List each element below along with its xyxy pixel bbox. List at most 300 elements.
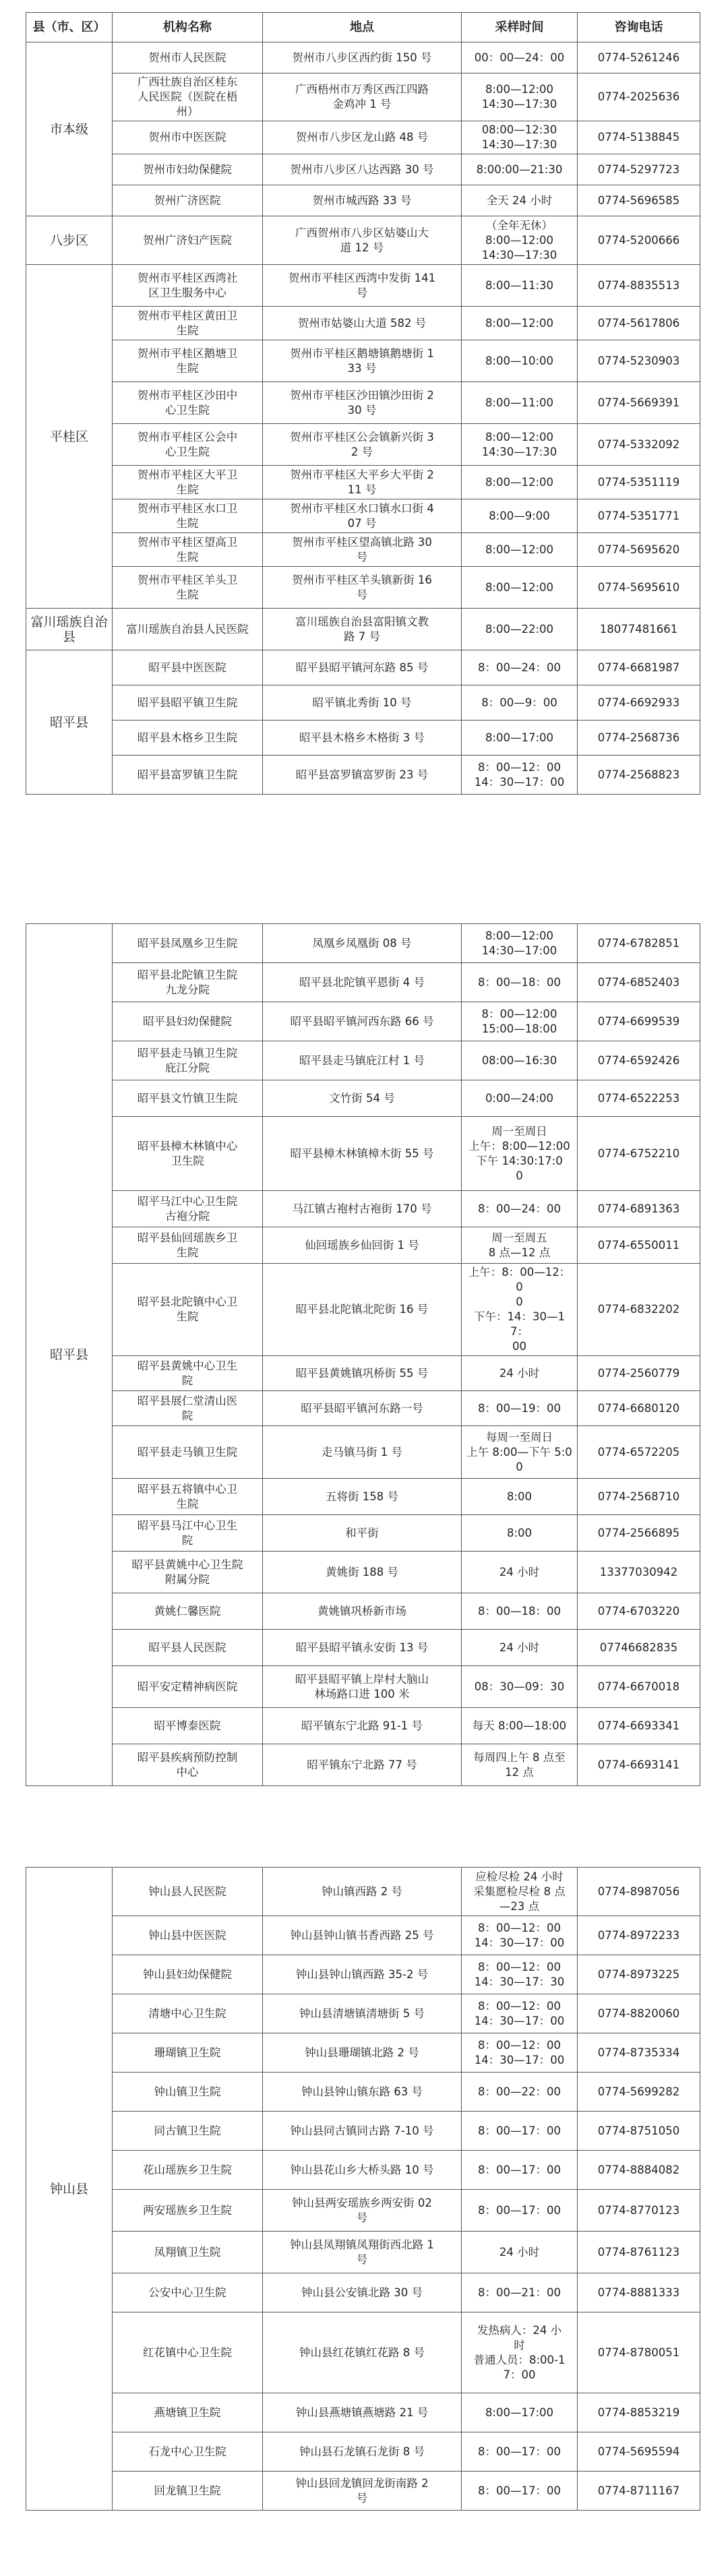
sampling-time-cell	[462, 1479, 578, 1515]
table-row	[26, 609, 700, 650]
address-cell	[263, 307, 462, 340]
sampling-time-cell-line: 发热病人：24 小	[477, 2323, 562, 2337]
phone-cell: 0774-5695594	[578, 2432, 700, 2472]
sampling-time-cell	[462, 1744, 578, 1786]
address-cell-line: 仙回瑶族乡仙回街 1 号	[305, 1238, 419, 1252]
org-name-cell-line: 同古镇卫生院	[154, 2124, 221, 2137]
table-row	[26, 307, 700, 340]
org-name-cell-line: 贺州市中医医院	[148, 131, 226, 144]
org-name-cell-line: 昭平县昭平镇卫生院	[137, 696, 238, 709]
phone-cell: 0774-8835513	[578, 265, 700, 307]
phone-cell: 0774-6852403	[578, 963, 700, 1002]
sampling-table-part-3	[26, 1867, 700, 2511]
address-cell-line: 昭平县黄姚镇巩桥街 55 号	[295, 1366, 429, 1380]
org-name-cell-line: 公安中心卫生院	[148, 2286, 226, 2299]
address-cell	[263, 1227, 462, 1264]
address-cell-line: 文竹街 54 号	[329, 1091, 395, 1105]
org-name-cell-line: 昭平县樟木林镇中心	[137, 1139, 238, 1153]
address-cell-line: 钟山镇西路 2 号	[322, 1884, 402, 1898]
address-cell	[263, 1002, 462, 1041]
phone-cell: 0774-8711167	[578, 2472, 700, 2511]
address-cell-line: 昭平县北陀镇北陀街 16 号	[295, 1303, 429, 1316]
table-row	[26, 650, 700, 685]
sampling-time-cell-line: 8：00—9：00	[481, 696, 557, 709]
org-name-cell	[113, 2312, 263, 2393]
table-row	[26, 1080, 700, 1117]
address-cell	[263, 340, 462, 382]
address-cell-line: 号	[356, 2211, 368, 2224]
sampling-time-cell-line: 14:30—17:30	[481, 138, 557, 151]
address-cell	[263, 2151, 462, 2190]
table-row	[26, 2112, 700, 2151]
org-name-cell-line: 昭平县走马镇卫生院	[137, 1046, 238, 1060]
address-cell-line: 30 号	[347, 403, 377, 417]
sampling-time-cell	[462, 1552, 578, 1593]
phone-cell: 0774-6681987	[578, 650, 700, 685]
org-name-cell	[113, 1916, 263, 1955]
address-cell-line: 11 号	[347, 483, 377, 496]
phone-cell: 0774-8761123	[578, 2232, 700, 2273]
phone-cell: 0774-5695610	[578, 567, 700, 609]
address-cell	[263, 2273, 462, 2312]
address-cell-line: 广西梧州市万秀区西江四路	[295, 83, 429, 96]
org-name-cell	[113, 1356, 263, 1391]
org-name-cell	[113, 340, 263, 382]
org-name-cell-line: 生院	[176, 483, 199, 496]
address-cell-line: 昭平县北陀镇平恩街 4 号	[299, 975, 425, 989]
org-name-cell-line: 富川瑶族自治县人民医院	[126, 622, 249, 636]
header-address: 地点	[263, 13, 462, 42]
sampling-time-cell-line: 8：00—21：00	[478, 2286, 561, 2299]
sampling-time-cell	[462, 1515, 578, 1552]
address-cell-line: 钟山县钟山镇书香西路 25 号	[290, 1928, 434, 1942]
sampling-time-cell-line: 14：30—17：00	[474, 775, 565, 789]
phone-cell: 0774-5332092	[578, 424, 700, 466]
address-cell	[263, 154, 462, 185]
address-cell	[263, 1552, 462, 1593]
sampling-time-cell	[462, 2273, 578, 2312]
phone-cell: 0774-6680120	[578, 1391, 700, 1426]
address-cell	[263, 1356, 462, 1391]
sampling-time-cell-line: 8:00—12:00	[485, 929, 554, 942]
county-cell: 昭平县	[26, 924, 113, 1786]
address-cell-line: 走马镇马街 1 号	[322, 1445, 402, 1459]
org-name-cell-line: 贺州市平桂区黄田卫	[137, 309, 238, 322]
sampling-time-cell-line: 8:00—12:00	[485, 83, 554, 96]
address-cell	[263, 720, 462, 756]
sampling-time-cell	[462, 756, 578, 795]
sampling-time-cell-line: 周一至周日	[491, 1124, 547, 1138]
sampling-time-cell-line: 上午 8:00—下午 5:0	[466, 1445, 572, 1459]
sampling-time-cell-line: 8：00—18：00	[478, 975, 561, 989]
sampling-time-cell	[462, 2393, 578, 2432]
org-name-cell-line: 心卫生院	[165, 403, 210, 417]
sampling-time-cell-line: 8:00—11:00	[485, 396, 554, 409]
org-name-cell	[113, 2273, 263, 2312]
phone-cell: 0774-5699282	[578, 2073, 700, 2112]
sampling-time-cell-line: 8：00—12：00	[478, 1921, 561, 1934]
org-name-cell	[113, 2232, 263, 2273]
org-name-cell-line: 清塘中心卫生院	[148, 2006, 226, 2020]
address-cell	[263, 1264, 462, 1356]
org-name-cell	[113, 1117, 263, 1191]
phone-cell: 0774-6693141	[578, 1744, 700, 1786]
address-cell	[263, 1868, 462, 1916]
table-section-1	[26, 12, 700, 795]
org-name-cell	[113, 2112, 263, 2151]
table-row	[26, 1868, 700, 1916]
address-cell-line: 钟山县花山乡大桥头路 10 号	[290, 2163, 434, 2176]
phone-cell: 0774-8973225	[578, 1955, 700, 1994]
org-name-cell-line: 昭平县富罗镇卫生院	[137, 768, 238, 781]
address-cell	[263, 185, 462, 216]
address-cell	[263, 265, 462, 307]
table-row	[26, 2432, 700, 2472]
address-cell-line: 贺州市平桂区公会镇新兴街 3	[290, 430, 434, 443]
sampling-time-cell	[462, 154, 578, 185]
address-cell	[263, 1191, 462, 1227]
address-cell	[263, 685, 462, 720]
phone-cell: 0774-6752210	[578, 1117, 700, 1191]
address-cell-line: 贺州市八步区西约街 150 号	[292, 51, 432, 64]
county-cell: 昭平县	[26, 650, 113, 795]
org-name-cell-line: 昭平县走马镇卫生院	[137, 1445, 238, 1459]
address-cell	[263, 42, 462, 73]
sampling-table-part-1	[26, 12, 700, 795]
org-name-cell	[113, 2472, 263, 2511]
org-name-cell-line: 昭平县展仁堂清山医	[137, 1394, 238, 1407]
phone-cell: 13377030942	[578, 1552, 700, 1593]
county-cell: 富川瑶族自治县	[26, 609, 113, 650]
table-row	[26, 1479, 700, 1515]
sampling-time-cell	[462, 1593, 578, 1630]
sampling-time-cell	[462, 42, 578, 73]
phone-cell: 0774-5297723	[578, 154, 700, 185]
org-name-cell-line: 贺州市平桂区羊头卫	[137, 573, 238, 586]
table-section-3	[26, 1867, 700, 2511]
sampling-time-cell	[462, 1191, 578, 1227]
sampling-time-cell-line: 8：00—17：00	[478, 2203, 561, 2217]
sampling-time-cell	[462, 1994, 578, 2033]
table-row	[26, 499, 700, 533]
org-name-cell	[113, 1391, 263, 1426]
address-cell-line: 钟山县回龙镇回龙街南路 2	[295, 2476, 429, 2490]
sampling-time-cell-line: 8:00:00—21:30	[476, 162, 563, 176]
sampling-time-cell	[462, 340, 578, 382]
address-cell	[263, 1630, 462, 1666]
phone-cell: 0774-5669391	[578, 382, 700, 424]
table-row	[26, 1515, 700, 1552]
org-name-cell	[113, 121, 263, 154]
org-name-cell-line: 生院	[176, 1310, 199, 1323]
org-name-cell	[113, 307, 263, 340]
table-row	[26, 533, 700, 567]
org-name-cell-line: 昭平县黄姚中心卫生	[137, 1359, 238, 1372]
phone-cell: 0774-2560779	[578, 1356, 700, 1391]
address-cell-line: 道 12 号	[340, 241, 384, 254]
address-cell-line: 贺州市平桂区望高镇北路 30	[292, 535, 432, 549]
table-row	[26, 216, 700, 265]
sampling-time-cell-line: 8：00—24：00	[478, 661, 561, 674]
sampling-time-cell	[462, 1227, 578, 1264]
sampling-time-cell	[462, 2232, 578, 2273]
address-cell-line: 昭平县走马镇庇江村 1 号	[299, 1053, 425, 1067]
sampling-time-cell	[462, 121, 578, 154]
address-cell	[263, 499, 462, 533]
address-cell-line: 贺州市平桂区水口镇水口街 4	[290, 501, 434, 515]
table-row	[26, 340, 700, 382]
sampling-time-cell-line: 每周四上午 8 点至	[473, 1750, 566, 1764]
sampling-time-cell-line: 08:00—16:30	[481, 1053, 557, 1067]
address-cell	[263, 1391, 462, 1426]
address-cell	[263, 2073, 462, 2112]
org-name-cell	[113, 499, 263, 533]
address-cell-line: 07 号	[347, 516, 377, 530]
table-row	[26, 185, 700, 216]
sampling-time-cell-line: 下午：14：30—17：	[474, 1310, 565, 1338]
phone-cell: 0774-5351119	[578, 466, 700, 499]
org-name-cell-line: 昭平县凤凰乡卫生院	[137, 936, 238, 950]
sampling-time-cell-line: 14:30—17:30	[481, 248, 557, 262]
sampling-time-cell	[462, 424, 578, 466]
sampling-time-cell-line: 上午：8：00—12：0	[468, 1266, 571, 1293]
phone-cell: 0774-6670018	[578, 1666, 700, 1708]
address-cell-line: 钟山县珊瑚镇北路 2 号	[305, 2046, 419, 2059]
address-cell	[263, 1916, 462, 1955]
table-row	[26, 1994, 700, 2033]
phone-cell: 0774-8884082	[578, 2151, 700, 2190]
sampling-time-cell-line: 8：00—17：00	[478, 2163, 561, 2176]
org-name-cell	[113, 382, 263, 424]
phone-cell: 0774-2568823	[578, 756, 700, 795]
sampling-time-cell-line: 14：30—17：30	[474, 1975, 565, 1988]
sampling-time-cell-line: 24 小时	[499, 2245, 540, 2259]
phone-cell: 0774-5200666	[578, 216, 700, 265]
phone-cell: 0774-2566895	[578, 1515, 700, 1552]
org-name-cell-line: 昭平县木格乡卫生院	[137, 731, 238, 744]
org-name-cell-line: 区卫生服务中心	[148, 286, 226, 299]
address-cell-line: 钟山县红花镇红花路 8 号	[299, 2345, 425, 2359]
address-cell-line: 五将街 158 号	[326, 1490, 398, 1503]
table-row	[26, 121, 700, 154]
sampling-time-cell-line: 8:00—17:00	[485, 731, 554, 744]
org-name-cell-line: 附属分院	[165, 1572, 210, 1586]
phone-cell: 0774-6832202	[578, 1264, 700, 1356]
org-name-cell-line: 贺州市平桂区沙田中	[137, 388, 238, 402]
org-name-cell	[113, 609, 263, 650]
sampling-time-cell	[462, 1868, 578, 1916]
org-name-cell-line: 昭平安定精神病医院	[137, 1680, 238, 1693]
address-cell-line: 昭平县富罗镇富罗街 23 号	[295, 768, 429, 781]
org-name-cell-line: 钟山县妇幼保健院	[143, 1967, 232, 1981]
table-row	[26, 1916, 700, 1955]
phone-cell: 0774-6891363	[578, 1191, 700, 1227]
org-name-cell-line: 石龙中心卫生院	[148, 2445, 226, 2458]
phone-cell: 0774-2568710	[578, 1479, 700, 1515]
sampling-time-cell	[462, 2112, 578, 2151]
address-cell-line: 富川瑶族自治县富阳镇文教	[295, 615, 429, 628]
address-cell	[263, 2432, 462, 2472]
org-name-cell-line: 广西壮族自治区桂东	[137, 75, 238, 88]
table-row	[26, 1391, 700, 1426]
table-row	[26, 2312, 700, 2393]
sampling-time-cell-line: 上午：8:00—12:00	[468, 1139, 570, 1153]
sampling-time-cell	[462, 650, 578, 685]
sampling-time-cell-line: 8 点—12 点	[488, 1246, 551, 1259]
org-name-cell	[113, 2432, 263, 2472]
address-cell-line: 号	[356, 286, 368, 299]
address-cell-line: 2 号	[351, 445, 373, 458]
org-name-cell	[113, 1002, 263, 1041]
org-name-cell-line: 生院	[176, 1497, 199, 1510]
org-name-cell	[113, 963, 263, 1002]
org-name-cell	[113, 720, 263, 756]
org-name-cell	[113, 650, 263, 685]
sampling-time-cell	[462, 567, 578, 609]
phone-cell: 0774-5261246	[578, 42, 700, 73]
address-cell	[263, 216, 462, 265]
org-name-cell-line: 昭平县北陀镇卫生院	[137, 968, 238, 981]
org-name-cell-line: 昭平县中医医院	[148, 661, 226, 674]
sampling-time-cell	[462, 185, 578, 216]
org-name-cell-line: 贺州市平桂区西湾社	[137, 271, 238, 284]
sampling-time-cell-line: 8：00—24：00	[478, 1202, 561, 1215]
phone-cell: 0774-8751050	[578, 2112, 700, 2151]
sampling-time-cell	[462, 1426, 578, 1479]
sampling-time-cell-line: 0	[516, 1169, 523, 1182]
org-name-cell-line: 两安瑶族乡卫生院	[143, 2203, 232, 2217]
sampling-time-cell	[462, 1391, 578, 1426]
phone-cell: 0774-5138845	[578, 121, 700, 154]
sampling-time-cell-line: 8：00—12：00	[478, 760, 561, 774]
address-cell-line: 昭平镇东宁北路 77 号	[307, 1758, 417, 1771]
phone-cell: 0774-6592426	[578, 1041, 700, 1080]
sampling-time-cell-line: 周一至周五	[491, 1231, 547, 1244]
sampling-time-cell	[462, 609, 578, 650]
sampling-time-cell-line: 8:00—12:00	[485, 580, 554, 594]
org-name-cell-line: 贺州市人民医院	[148, 51, 226, 64]
address-cell	[263, 1080, 462, 1117]
table-row	[26, 1426, 700, 1479]
header-time: 采样时间	[462, 13, 578, 42]
org-name-cell-line: 州）	[176, 105, 199, 118]
address-cell-line: 昭平县樟木林镇樟木街 55 号	[290, 1146, 434, 1160]
address-cell-line: 昭平县昭平镇上岸村大脑山	[295, 1672, 429, 1686]
address-cell-line: 贺州市平桂区大平乡大平街 2	[290, 468, 434, 481]
sampling-time-cell-line: 8：00—17：00	[478, 2445, 561, 2458]
phone-cell: 0774-5695620	[578, 533, 700, 567]
sampling-time-cell-line: 采集愿检尽检 8 点	[473, 1884, 566, 1898]
table-row	[26, 1744, 700, 1786]
org-name-cell-line: 生院	[176, 516, 199, 530]
sampling-time-cell-line: 14：30—17：00	[474, 1936, 565, 1949]
phone-cell: 0774-5230903	[578, 340, 700, 382]
org-name-cell	[113, 216, 263, 265]
phone-cell: 0774-6703220	[578, 1593, 700, 1630]
address-cell	[263, 1117, 462, 1191]
table-row	[26, 2073, 700, 2112]
phone-cell: 0774-5696585	[578, 185, 700, 216]
address-cell-line: 钟山县石龙镇石龙街 8 号	[299, 2445, 425, 2458]
address-cell	[263, 466, 462, 499]
org-name-cell	[113, 424, 263, 466]
table-row	[26, 1593, 700, 1630]
org-name-cell-line: 贺州市平桂区大平卫	[137, 468, 238, 481]
org-name-cell	[113, 265, 263, 307]
org-name-cell	[113, 154, 263, 185]
org-name-cell	[113, 2393, 263, 2432]
sampling-time-cell	[462, 499, 578, 533]
sampling-time-cell-line: 8:00—9:00	[489, 509, 550, 522]
address-cell-line: 贺州市八步区龙山路 48 号	[295, 131, 429, 144]
org-name-cell-line: 红花镇中心卫生院	[143, 2345, 232, 2359]
phone-cell: 0774-8881333	[578, 2273, 700, 2312]
org-name-cell-line: 昭平马江中心卫生院	[137, 1194, 238, 1208]
address-cell	[263, 2472, 462, 2511]
address-cell-line: 凤凰乡凤凰街 08 号	[312, 936, 412, 950]
org-name-cell-line: 卫生院	[171, 1154, 204, 1167]
org-name-cell-line: 生院	[176, 550, 199, 563]
address-cell	[263, 756, 462, 795]
table-row	[26, 2190, 700, 2232]
phone-cell: 0774-8853219	[578, 2393, 700, 2432]
county-cell: 八步区	[26, 216, 113, 265]
address-cell-line: 马江镇古袍村古袍街 170 号	[292, 1202, 432, 1215]
sampling-time-cell-line: 14：30—17：00	[474, 2053, 565, 2066]
address-cell-line: 钟山县凤翔镇凤翔街西北路 1	[290, 2238, 434, 2251]
sampling-time-cell-line: 8:00	[506, 1490, 533, 1503]
table-row	[26, 265, 700, 307]
org-name-cell	[113, 1515, 263, 1552]
address-cell-line: 林场路口进 100 米	[314, 1687, 410, 1700]
address-cell-line: 路 7 号	[344, 630, 380, 643]
sampling-time-cell-line: （全年无休）	[486, 218, 553, 232]
org-name-cell-line: 九龙分院	[165, 983, 210, 996]
header-phone: 咨询电话	[578, 13, 700, 42]
table-row	[26, 1041, 700, 1080]
sampling-time-cell	[462, 685, 578, 720]
org-name-cell-line: 贺州广济妇产医院	[143, 233, 232, 247]
org-name-cell	[113, 1744, 263, 1786]
address-cell	[263, 1744, 462, 1786]
sampling-time-cell-line: 普通人员：8:00-1	[473, 2353, 566, 2366]
address-cell-line: 昭平县昭平镇永安街 13 号	[295, 1640, 429, 1654]
sampling-time-cell	[462, 2312, 578, 2393]
table-row	[26, 1955, 700, 1994]
org-name-cell-line: 昭平县文竹镇卫生院	[137, 1091, 238, 1105]
address-cell	[263, 1041, 462, 1080]
org-name-cell-line: 昭平县马江中心卫生	[137, 1519, 238, 1532]
table-row	[26, 924, 700, 963]
address-cell-line: 钟山县燕塘镇燕塘路 21 号	[295, 2405, 429, 2419]
sampling-time-cell	[462, 1955, 578, 1994]
county-cell: 平桂区	[26, 265, 113, 609]
address-cell-line: 贺州市城西路 33 号	[312, 193, 412, 207]
address-cell-line: 昭平县木格乡木格街 3 号	[299, 731, 425, 744]
table-row	[26, 756, 700, 795]
sampling-time-cell-line: 8:00—17:00	[485, 2405, 554, 2419]
address-cell-line: 和平街	[345, 1526, 379, 1539]
county-cell: 钟山县	[26, 1868, 113, 2511]
sampling-time-cell-line: 全天 24 小时	[486, 193, 553, 207]
sampling-time-cell	[462, 2073, 578, 2112]
sampling-time-cell-line: 8：00—19：00	[478, 1401, 561, 1415]
org-name-cell-line: 花山瑶族乡卫生院	[143, 2163, 232, 2176]
sampling-time-cell-line: 8:00—12:00	[485, 233, 554, 247]
table-row	[26, 567, 700, 609]
address-cell-line: 黄姚镇巩桥新市场	[317, 1604, 406, 1618]
address-cell-line: 33 号	[347, 361, 377, 375]
